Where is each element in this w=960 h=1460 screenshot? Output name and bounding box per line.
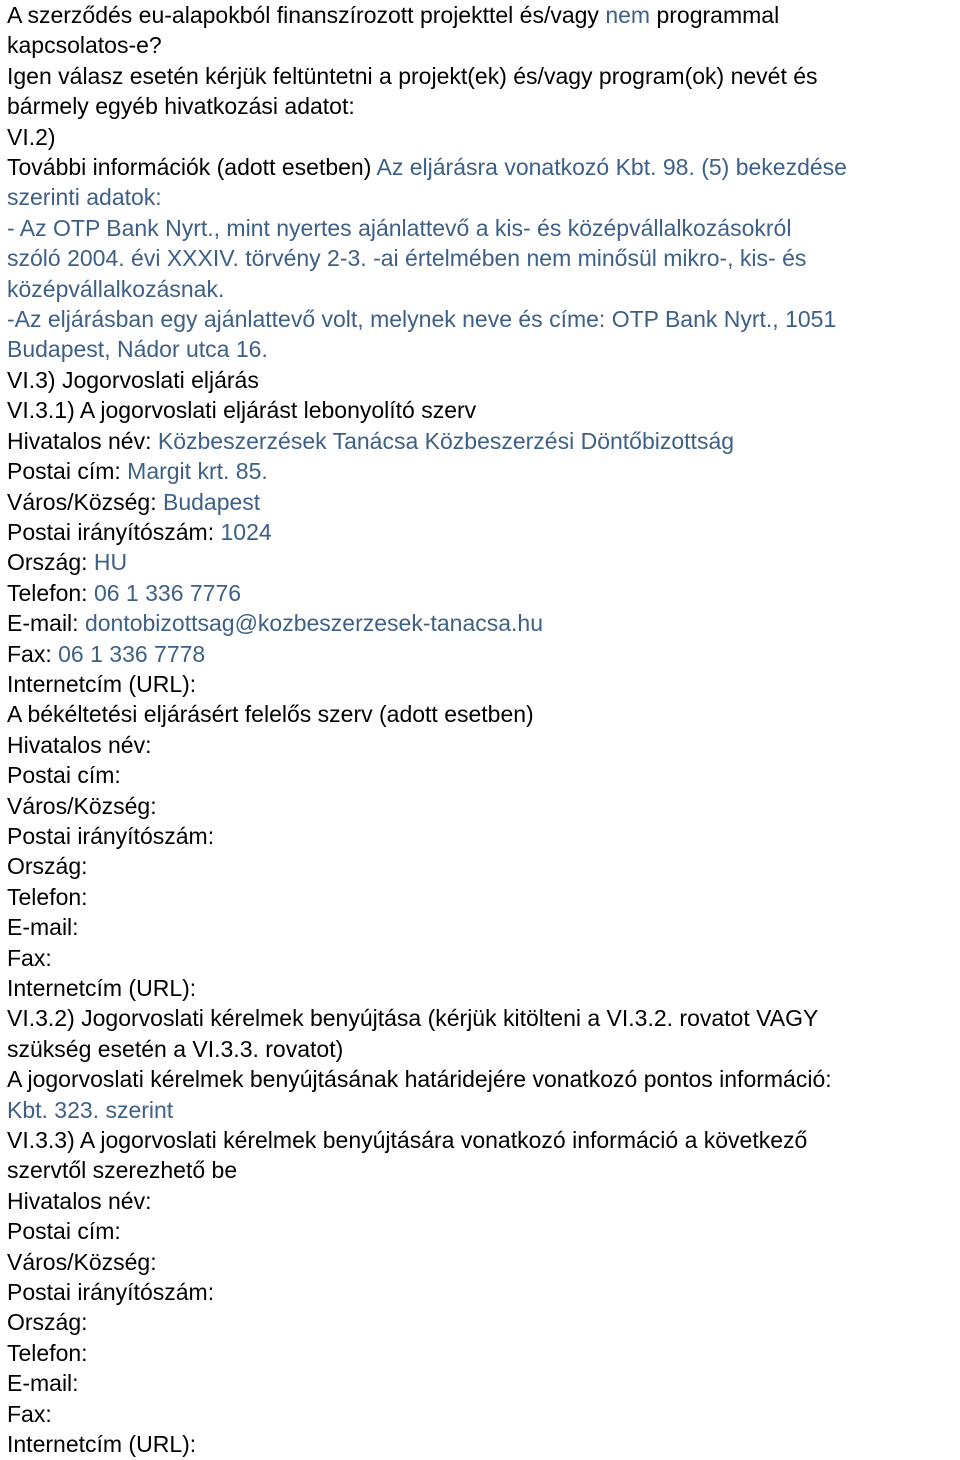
field-label: Hivatalos név: [7, 427, 152, 454]
mediation-phone: Telefon: [7, 883, 88, 910]
additional-info-line-5: középvállalkozásnak. [7, 275, 225, 302]
info-body-country: Ország: [7, 1309, 88, 1336]
field-value: dontobizottsag@kozbeszerzesek-tanacsa.hu [84, 610, 544, 637]
field-label: Fax: [7, 640, 52, 667]
section-vi33-heading-line-1: VI.3.3) A jogorvoslati kérelmek benyújtására vonatkozó információ a következő [7, 1127, 808, 1154]
eu-question-line-4: bármely egyéb hivatkozási adatot: [7, 93, 355, 120]
section-vi2-heading: VI.2) [7, 123, 56, 150]
review-body-fax [7, 639, 956, 669]
field-value: Margit krt. 85. [127, 458, 268, 485]
additional-info-line-2: szerinti adatok: [7, 184, 162, 211]
review-body-country [7, 547, 956, 577]
eu-question-line-2: kapcsolatos-e? [7, 32, 162, 59]
field-value: Közbeszerzések Tanácsa Közbeszerzési Döntőbizottság [157, 427, 735, 454]
eu-question-label: A szerződés eu-alapokból finanszírozott projekttel és/vagy [7, 2, 599, 28]
additional-info-line-6: -Az eljárásban egy ajánlattevő volt, melynek neve és címe: OTP Bank Nyrt., 1051 [7, 306, 837, 333]
mediation-url: Internetcím (URL): [7, 975, 197, 1001]
mediation-body-heading: A békéltetési eljárásért felelős szerv (adott esetben) [7, 701, 534, 728]
review-body-city [7, 487, 956, 517]
field-value: 06 1 336 7778 [58, 640, 206, 667]
field-label: Postai cím: [7, 458, 121, 485]
field-value: 1024 [220, 518, 272, 545]
section-vi3-heading: VI.3) Jogorvoslati eljárás [7, 366, 259, 393]
eu-question-line-3: Igen válasz esetén kérjük feltüntetni a projekt(ek) és/vagy program(ok) nevét és [7, 62, 818, 89]
info-body-postal-address: Postai cím: [7, 1218, 121, 1245]
field-value: 06 1 336 7776 [93, 579, 242, 606]
review-body-postcode [7, 517, 956, 547]
section-vi33-heading-line-2: szervtől szerezhető be [7, 1157, 238, 1184]
info-body-email: E-mail: [7, 1370, 79, 1397]
field-label: Város/Község: [7, 488, 157, 515]
additional-info-label: További információk (adott esetben) [7, 154, 372, 181]
review-body-official-name [7, 426, 956, 456]
review-body-phone [7, 578, 956, 608]
info-body-official-name: Hivatalos név: [7, 1187, 152, 1214]
mediation-fax: Fax: [7, 944, 52, 971]
mediation-email: E-mail: [7, 914, 79, 941]
deadline-label: A jogorvoslati kérelmek benyújtásának határidejére vonatkozó pontos információ: [7, 1066, 832, 1093]
additional-info-line-4: szóló 2004. évi XXXIV. törvény 2-3. -ai értelmében nem minősül mikro-, kis- és [7, 245, 807, 272]
additional-info-value: Az eljárásra vonatkozó Kbt. 98. (5) bekezdése [376, 154, 847, 181]
deadline-value: Kbt. 323. szerint [7, 1096, 174, 1123]
mediation-country: Ország: [7, 853, 88, 880]
eu-question-label-rest: programmal [656, 2, 780, 28]
eu-funding-question [7, 0, 956, 30]
additional-info-line-3: - Az OTP Bank Nyrt., mint nyertes ajánlattevő a kis- és középvállalkozásokról [7, 214, 792, 241]
info-body-fax: Fax: [7, 1400, 52, 1427]
mediation-postal-address: Postai cím: [7, 762, 121, 789]
review-body-email [7, 608, 956, 638]
review-body-url: Internetcím (URL): [7, 670, 197, 697]
info-body-phone: Telefon: [7, 1339, 88, 1366]
mediation-postcode: Postai irányítószám: [7, 822, 215, 849]
section-vi32-heading-line-1: VI.3.2) Jogorvoslati kérelmek benyújtása (kérjük kitölteni a VI.3.2. rovatot VAGY [7, 1005, 819, 1032]
additional-info-line-7: Budapest, Nádor utca 16. [7, 336, 268, 363]
additional-info-line-1 [7, 152, 956, 182]
field-label: Telefon: [7, 579, 88, 606]
info-body-url: Internetcím (URL): [7, 1431, 197, 1458]
field-label: Ország: [7, 549, 88, 576]
field-label: Postai irányítószám: [7, 518, 215, 545]
review-body-postal-address [7, 456, 956, 486]
info-body-postcode: Postai irányítószám: [7, 1279, 215, 1306]
mediation-official-name: Hivatalos név: [7, 731, 152, 758]
field-label: E-mail: [7, 610, 79, 637]
section-vi31-heading: VI.3.1) A jogorvoslati eljárást lebonyolító szerv [7, 397, 477, 424]
field-value: HU [93, 549, 128, 576]
eu-question-answer: nem [605, 2, 651, 28]
field-value: Budapest [162, 488, 261, 515]
mediation-city: Város/Község: [7, 792, 157, 819]
section-vi32-heading-line-2: szükség esetén a VI.3.3. rovatot) [7, 1035, 344, 1062]
info-body-city: Város/Község: [7, 1248, 157, 1275]
